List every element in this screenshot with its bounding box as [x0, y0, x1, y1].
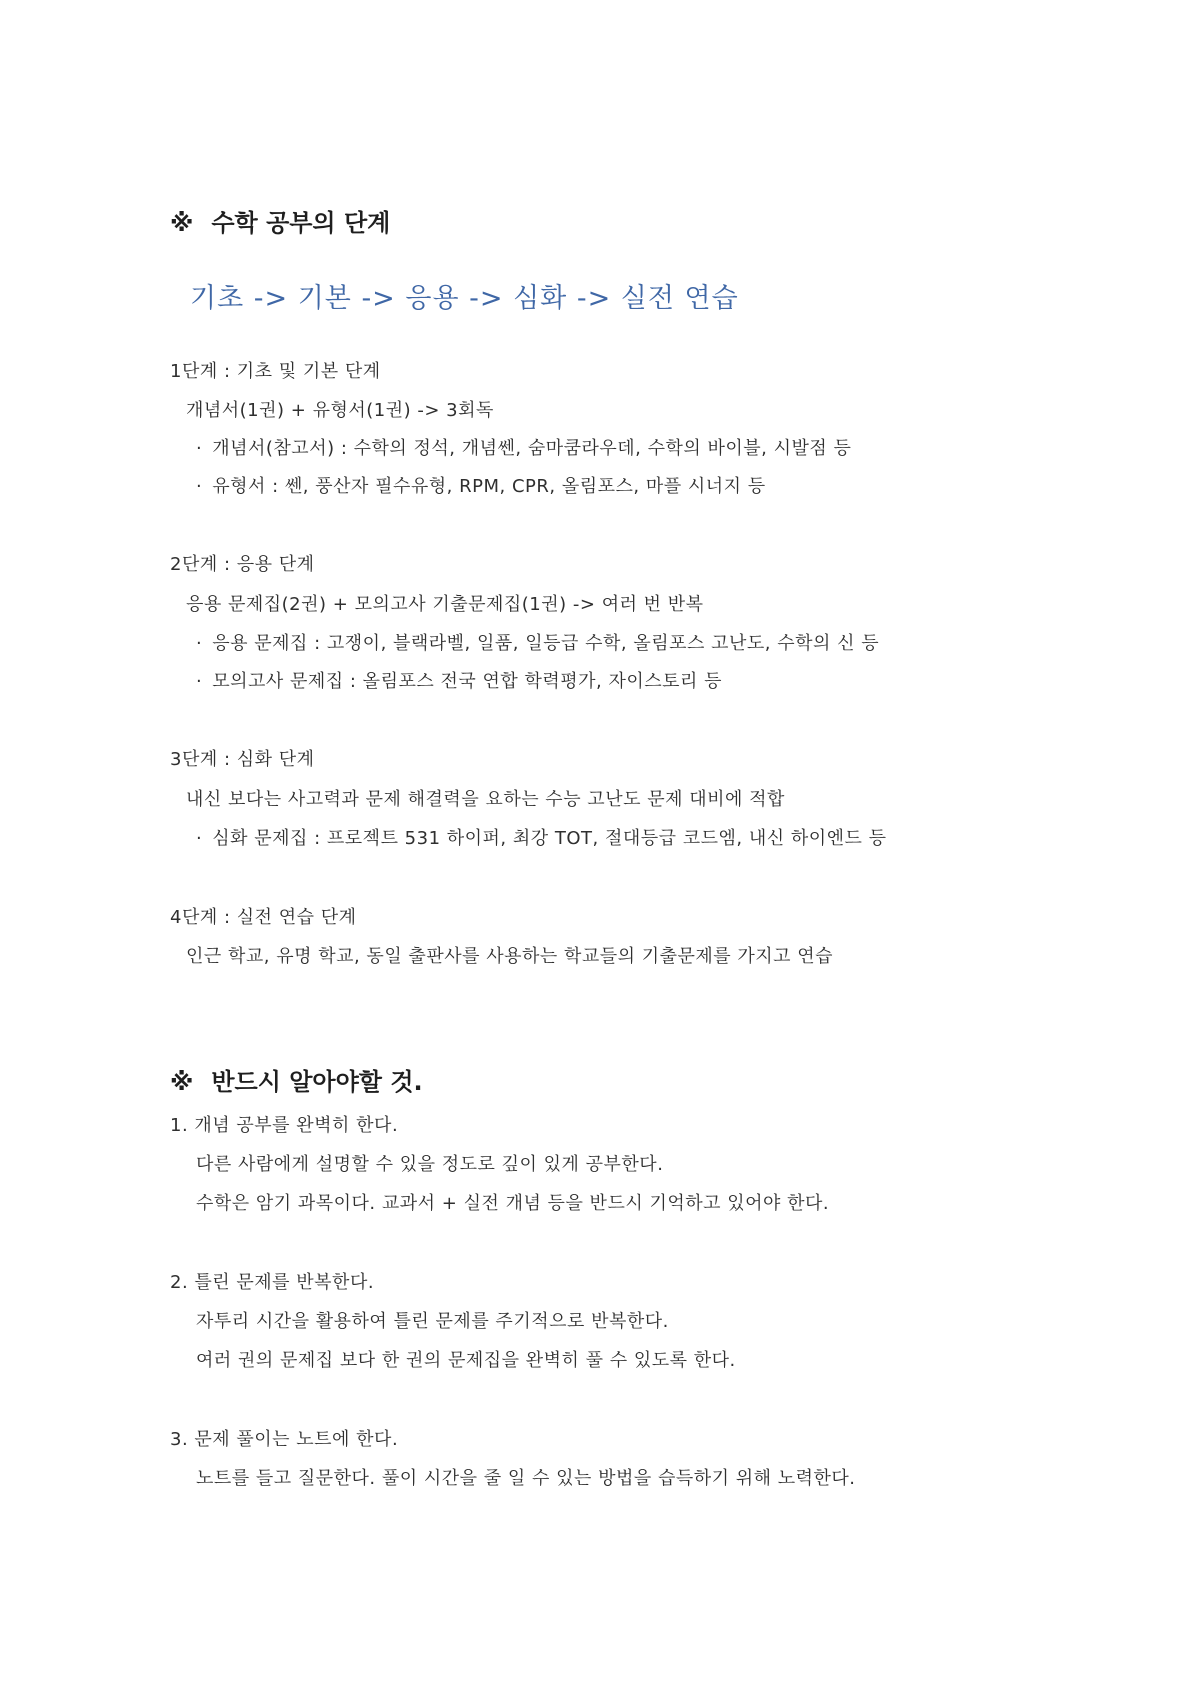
step-bullet: [196, 629, 879, 655]
bullet-dot: ·: [196, 438, 203, 459]
step-description: 내신 보다는 사고력과 문제 해결력을 요하는 수능 고난도 문제 대비에 적합: [186, 789, 785, 810]
bullet-dot: ·: [196, 671, 203, 692]
section-heading-must-know: [170, 1062, 423, 1097]
bullet-dot: ·: [196, 828, 203, 849]
section-title: 반드시 알아야할 것.: [211, 1068, 423, 1096]
step-title: 2단계 : 응용 단계: [170, 554, 315, 575]
step-title: 3단계 : 심화 단계: [170, 749, 315, 770]
bullet-text: 유형서 : 쎈, 풍산자 필수유형, RPM, CPR, 올림포스, 마플 시너지 등: [212, 476, 766, 497]
item-line: 다른 사람에게 설명할 수 있을 정도로 깊이 있게 공부한다.: [196, 1154, 664, 1175]
bullet-text: 심화 문제집 : 프로젝트 531 하이퍼, 최강 TOT, 절대등급 코드엠, 내신 하이엔드 등: [212, 828, 887, 849]
item-line: 자투리 시간을 활용하여 틀린 문제를 주기적으로 반복한다.: [196, 1311, 669, 1332]
step-bullet: [196, 434, 851, 460]
step-title: 1단계 : 기초 및 기본 단계: [170, 361, 381, 382]
section-heading-study-steps: [170, 203, 390, 238]
item-line: 여러 권의 문제집 보다 한 권의 문제집을 완벽히 풀 수 있도록 한다.: [196, 1350, 736, 1371]
item-line: 노트를 들고 질문한다. 풀이 시간을 줄 일 수 있는 방법을 습득하기 위해 노력한다.: [196, 1468, 856, 1489]
step-description: 개념서(1권) + 유형서(1권) -> 3회독: [186, 400, 494, 421]
item-line: 수학은 암기 과목이다. 교과서 + 실전 개념 등을 반드시 기억하고 있어야 한다.: [196, 1193, 830, 1214]
step-bullet: [196, 667, 722, 693]
reference-mark: ※: [170, 1068, 194, 1096]
step-bullet: [196, 472, 766, 498]
item-title: 2. 틀린 문제를 반복한다.: [170, 1272, 375, 1293]
bullet-text: 응용 문제집 : 고쟁이, 블랙라벨, 일품, 일등급 수학, 올림포스 고난도, 수학의 신 등: [212, 633, 880, 654]
step-description: 인근 학교, 유명 학교, 동일 출판사를 사용하는 학교들의 기출문제를 가지고 연습: [186, 946, 834, 967]
section-title: 수학 공부의 단계: [211, 209, 391, 237]
reference-mark: ※: [170, 209, 194, 237]
step-description: 응용 문제집(2권) + 모의고사 기출문제집(1권) -> 여러 번 반복: [186, 594, 704, 615]
bullet-dot: ·: [196, 476, 203, 497]
study-flow: 기초 -> 기본 -> 응용 -> 심화 -> 실전 연습: [190, 283, 739, 314]
bullet-dot: ·: [196, 633, 203, 654]
bullet-text: 개념서(참고서) : 수학의 정석, 개념쎈, 숨마쿰라우데, 수학의 바이블, 시발점 등: [212, 438, 852, 459]
bullet-text: 모의고사 문제집 : 올림포스 전국 연합 학력평가, 자이스토리 등: [212, 671, 722, 692]
item-title: 1. 개념 공부를 완벽히 한다.: [170, 1115, 399, 1136]
step-bullet: [196, 824, 887, 850]
step-title: 4단계 : 실전 연습 단계: [170, 907, 357, 928]
item-title: 3. 문제 풀이는 노트에 한다.: [170, 1429, 399, 1450]
